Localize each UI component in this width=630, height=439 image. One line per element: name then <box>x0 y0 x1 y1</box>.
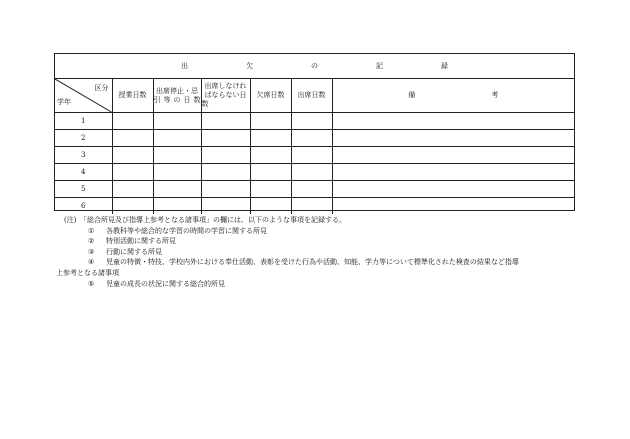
notes-section <box>56 215 586 289</box>
grade-cell: 6 <box>55 198 112 215</box>
note-item-continuation: 上参考となる諸事項 <box>56 268 119 277</box>
table-title-row <box>55 54 574 79</box>
grade-cell: 4 <box>55 164 112 181</box>
grade-cell: 3 <box>55 147 112 164</box>
col-remarks: 備 考 <box>332 79 574 113</box>
grade-cell: 1 <box>55 113 112 130</box>
note-item: ② 特別活動に関する所見 <box>88 237 176 246</box>
table-row <box>55 147 574 164</box>
attendance-table <box>55 54 574 214</box>
table-row <box>55 181 574 198</box>
table-header-row <box>55 79 574 113</box>
grade-cell: 5 <box>55 181 112 198</box>
grade-label: 学年 <box>57 98 71 106</box>
col-absence-days: 欠席日数 <box>250 79 291 113</box>
grade-cell: 2 <box>55 130 112 147</box>
category-label: 区分 <box>94 84 109 92</box>
table-row <box>55 198 574 215</box>
table-title: 出 欠 の 記 録 <box>55 54 574 79</box>
col-required-days: 出席しなければならない日数 <box>201 79 250 113</box>
note-item: ④ 児童の特徴・特技、学校内外における奉仕活動、表彰を受けた行為や活動、知能、学力等について標準化された検査の結果など指導 <box>88 258 519 267</box>
attendance-record-table <box>54 53 575 211</box>
col-suspension-days: 出席停止・忌引等の日数 <box>153 79 201 113</box>
table-row <box>55 130 574 147</box>
corner-header <box>55 79 112 113</box>
table-row <box>55 113 574 130</box>
notes-lead: (注) 「総合所見及び指導上参考となる諸事項」の欄には、以下のような事項を記録する。 <box>64 216 346 224</box>
note-item: ① 各教科等や総合的な学習の時間の学習に関する所見 <box>88 226 267 235</box>
col-attendance-days: 出席日数 <box>291 79 332 113</box>
col-class-days: 授業日数 <box>112 79 153 113</box>
table-row <box>55 164 574 181</box>
note-item: ③ 行動に関する所見 <box>88 247 162 256</box>
note-item: ⑤ 児童の成長の状況に関する総合的所見 <box>88 279 225 288</box>
